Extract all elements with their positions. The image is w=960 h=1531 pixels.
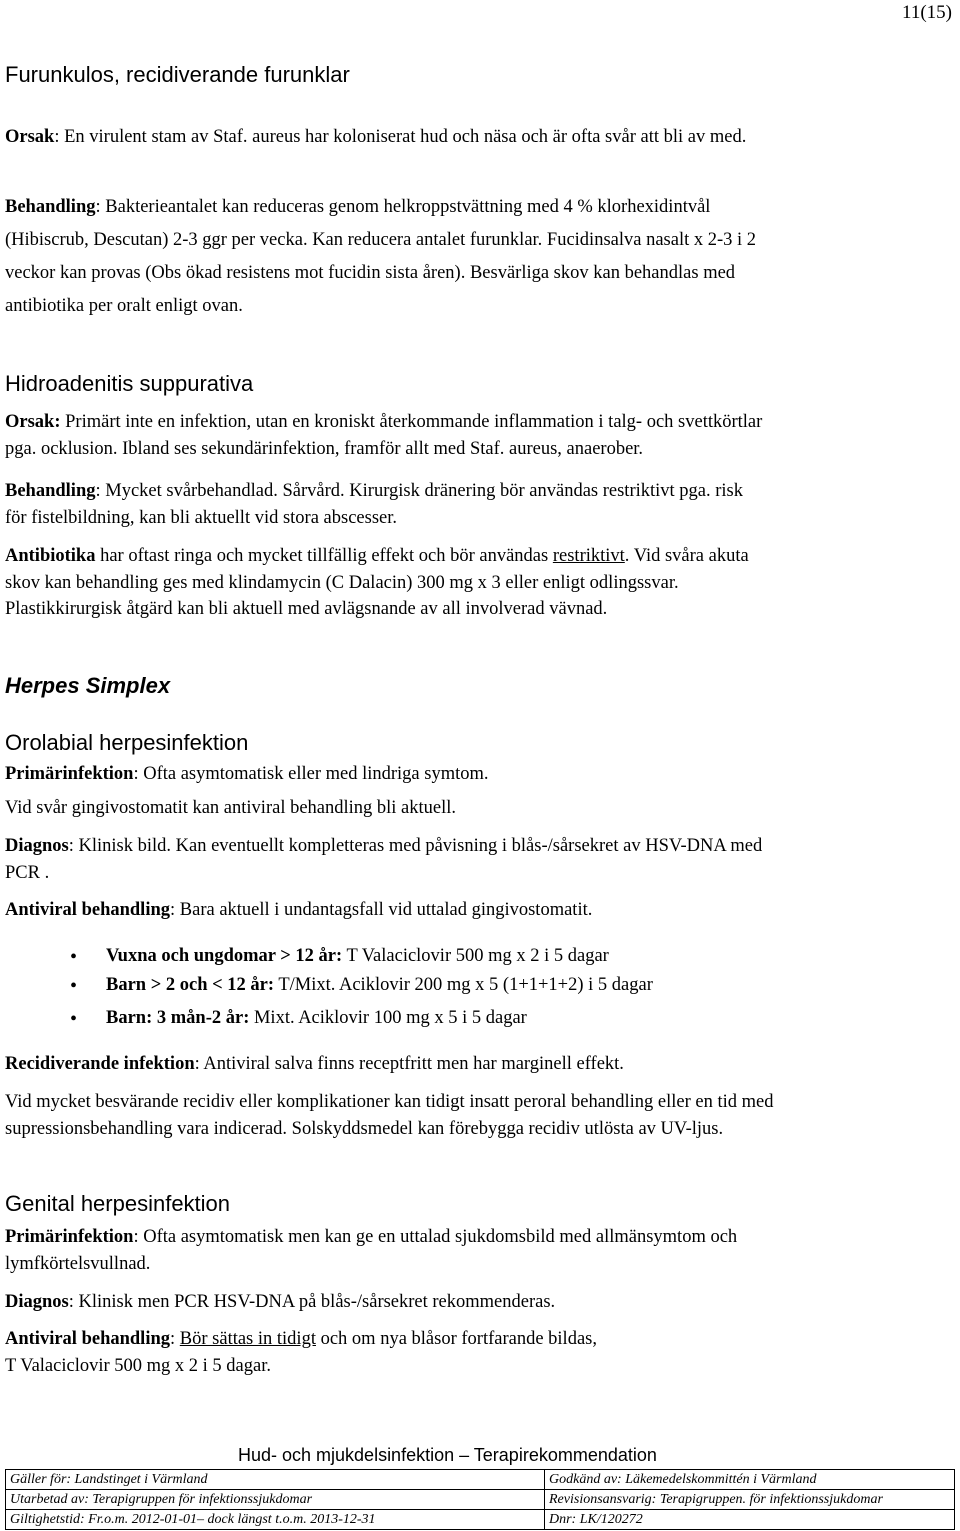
primarinfektion-line: lymfkörtelsvullnad. <box>5 1253 151 1274</box>
orolabial-vid-mycket <box>5 1089 953 1142</box>
footer-cell: Gäller för: Landstinget i Värmland <box>6 1470 545 1490</box>
footer-cell: Dnr: LK/120272 <box>545 1510 955 1530</box>
table-row <box>6 1470 955 1490</box>
primarinfektion-label: Primärinfektion <box>5 764 134 784</box>
antibiotika-line: Plastikkirurgisk åtgärd kan bli aktuell med avlägsnande av all involverad vävnad. <box>5 599 608 619</box>
table-row <box>6 1510 955 1530</box>
orsak-text: Primärt inte en infektion, utan en kroniskt återkommande inflammation i talg- och svettkörtlar <box>60 412 763 432</box>
behandling-line: antibiotika per oralt enligt ovan. <box>5 296 243 316</box>
behandling-line: för fistelbildning, kan bli aktuellt vid stora abscesser. <box>5 507 398 528</box>
footer-cell: Giltighetstid: Fr.o.m. 2012-01-01– dock längst t.o.m. 2013-12-31 <box>6 1510 545 1530</box>
bullet-icon: • <box>70 946 78 968</box>
hidro-behandling <box>5 478 953 531</box>
bullet-icon: • <box>70 975 78 997</box>
orsak-line: pga. ocklusion. Ibland ses sekundärinfektion, framför allt med Staf. aureus, anaerober. <box>5 438 644 459</box>
bullet-label: Barn: 3 mån-2 år: <box>106 1008 250 1028</box>
table-row <box>6 1490 955 1510</box>
genital-antiviral <box>5 1326 953 1379</box>
bullet-text: Mixt. Aciklovir 100 mg x 5 i 5 dagar <box>249 1008 527 1028</box>
orolabial-gingivostomatit: Vid svår gingivostomatit kan antiviral behandling bli aktuell. <box>5 798 457 818</box>
bullet-text: T Valaciclovir 500 mg x 2 i 5 dagar <box>342 946 609 966</box>
furunkulos-orsak <box>5 124 953 150</box>
primarinfektion-label: Primärinfektion <box>5 1227 134 1247</box>
hidro-orsak <box>5 409 953 462</box>
primarinfektion-text: : Ofta asymtomatisk eller med lindriga symtom. <box>133 764 489 784</box>
footer-table <box>5 1469 955 1530</box>
restriktivt-underlined: restriktivt <box>552 546 625 566</box>
recidiverande-label: Recidiverande infektion <box>5 1054 195 1074</box>
subsection-heading-genital: Genital herpesinfektion <box>5 1191 231 1216</box>
antibiotika-line: skov kan behandling ges med klindamycin (C Dalacin) 300 mg x 3 eller enligt odlingssvar. <box>5 572 679 593</box>
footer-cell: Utarbetad av: Terapigruppen för infektionssjukdomar <box>6 1490 545 1510</box>
footer-title: Hud- och mjukdelsinfektion – Terapirekommendation <box>238 1445 657 1465</box>
orsak-label: Orsak <box>5 127 55 147</box>
antibiotika-text-end: . Vid svåra akuta <box>624 546 749 566</box>
section-heading-furunkulos: Furunkulos, recidiverande furunklar <box>5 62 350 87</box>
orolabial-antiviral <box>5 897 953 924</box>
orolabial-primarinfektion <box>5 761 953 788</box>
hidro-antibiotika <box>5 543 953 623</box>
paragraph-line: Vid mycket besvärande recidiv eller komplikationer kan tidigt insatt peroral behandling eller en tid med <box>5 1092 774 1112</box>
diagnos-line: PCR . <box>5 862 50 883</box>
primarinfektion-text: : Ofta asymtomatisk men kan ge en uttalad sjukdomsbild med allmänsymtom och <box>133 1227 738 1247</box>
paragraph-line: supressionsbehandling vara indicerad. Solskyddsmedel kan förebygga recidiv utlösta av UV-ljus. <box>5 1118 724 1139</box>
antibiotika-label: Antibiotika <box>5 546 96 566</box>
diagnos-text: : Klinisk men PCR HSV-DNA på blås-/sårsekret rekommenderas. <box>68 1292 556 1312</box>
antiviral-underlined: Bör sättas in tidigt <box>179 1329 316 1349</box>
furunkulos-behandling <box>5 191 953 323</box>
footer-cell: Revisionsansvarig: Terapigruppen. för infektionssjukdomar <box>545 1490 955 1510</box>
antiviral-sep: : <box>170 1329 180 1349</box>
footer-cell: Godkänd av: Läkemedelskommittén i Värmland <box>545 1470 955 1490</box>
subsection-heading-orolabial: Orolabial herpesinfektion <box>5 730 249 755</box>
bullet-label: Barn > 2 och < 12 år: <box>106 975 275 995</box>
diagnos-label: Diagnos <box>5 836 69 856</box>
antiviral-text: : Bara aktuell i undantagsfall vid uttalad gingivostomatit. <box>170 900 593 920</box>
behandling-label: Behandling <box>5 197 96 217</box>
genital-diagnos <box>5 1289 953 1316</box>
bullet-label: Vuxna och ungdomar > 12 år: <box>106 946 343 966</box>
antiviral-line: T Valaciclovir 500 mg x 2 i 5 dagar. <box>5 1355 271 1376</box>
page-number: 11(15) <box>902 2 952 23</box>
diagnos-label: Diagnos <box>5 1292 69 1312</box>
behandling-label: Behandling <box>5 481 96 501</box>
behandling-text: : Bakterieantalet kan reduceras genom helkroppstvättning med 4 % klorhexidintvål <box>95 197 711 217</box>
antiviral-label: Antiviral behandling <box>5 900 171 920</box>
genital-primarinfektion <box>5 1224 953 1277</box>
antibiotika-text: har oftast ringa och mycket tillfällig effekt och bör användas <box>95 546 553 566</box>
bullet-text: T/Mixt. Aciklovir 200 mg x 5 (1+1+1+2) i 5 dagar <box>274 975 653 995</box>
recidiverande-text: : Antiviral salva finns receptfritt men har marginell effekt. <box>194 1054 624 1074</box>
orolabial-diagnos <box>5 833 953 886</box>
section-heading-herpes-simplex: Herpes Simplex <box>5 673 171 698</box>
orsak-text: : En virulent stam av Staf. aureus har koloniserat hud och näsa och är ofta svår att bli av med. <box>54 127 747 147</box>
behandling-line: (Hibiscrub, Descutan) 2-3 ggr per vecka. Kan reducera antalet furunklar. Fucidinsalva nasalt x 2-3 i 2 <box>5 230 757 250</box>
behandling-line: veckor kan provas (Obs ökad resistens mot fucidin sista åren). Besvärliga skov kan behandlas med <box>5 263 736 283</box>
antiviral-text: och om nya blåsor fortfarande bildas, <box>315 1329 597 1349</box>
diagnos-text: : Klinisk bild. Kan eventuellt kompletteras med påvisning i blås-/sårsekret av HSV-DNA med <box>68 836 763 856</box>
bullet-icon: • <box>70 1008 78 1030</box>
antiviral-label: Antiviral behandling <box>5 1329 171 1349</box>
section-heading-hidroadenitis: Hidroadenitis suppurativa <box>5 371 254 396</box>
orolabial-recidiverande <box>5 1051 953 1078</box>
orsak-label: Orsak: <box>5 412 61 432</box>
behandling-text: : Mycket svårbehandlad. Sårvård. Kirurgisk dränering bör användas restriktivt pga. risk <box>95 481 743 501</box>
